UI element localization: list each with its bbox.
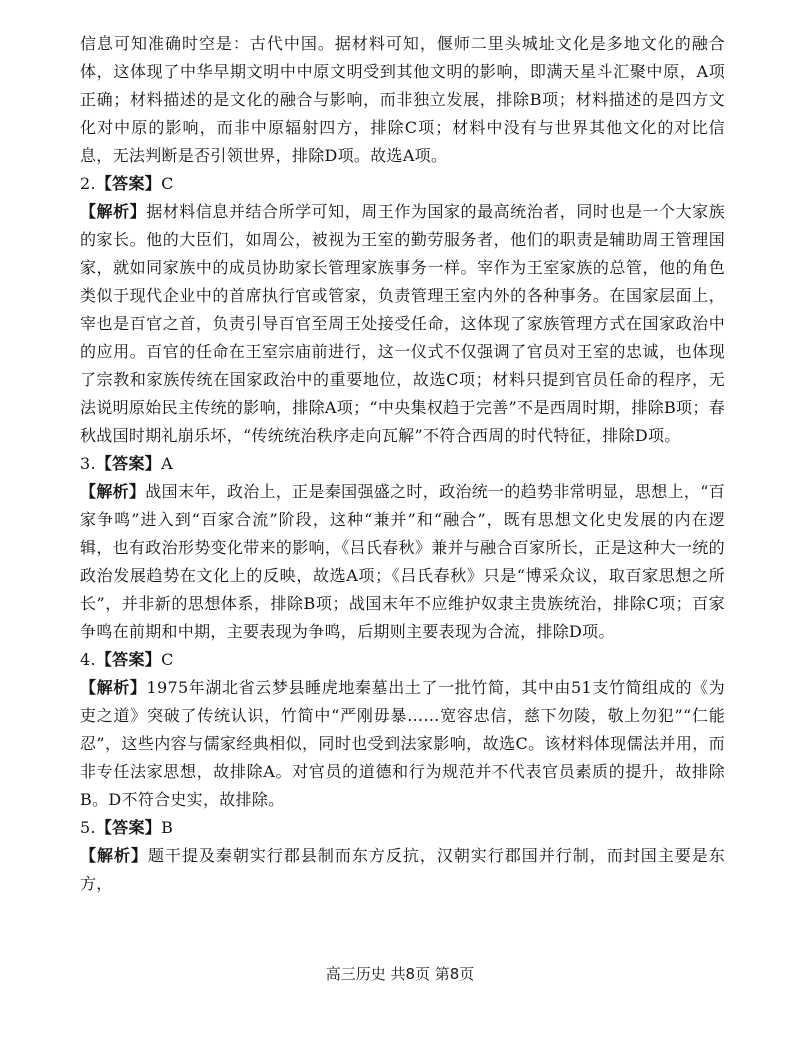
- item-5-number: 5.: [80, 818, 96, 837]
- item-4-answer-heading: [80, 646, 725, 674]
- answer-content: [80, 30, 725, 898]
- item-3-answer-tag: 【答案】: [95, 454, 162, 473]
- item-2-analysis-text: 据材料信息并结合所学可知，周王作为国家的最高统治者，同时也是一个大家族的家长。他的大臣们，如周公，被视为王室的勤劳服务者，他们的职责是辅助周王管理国家，就如同家族中的成员协助家长管理家族事务一样。宰作为王室家族的总管，他的角色类似于现代企业中的首席执行官或管家，负责管理王室内外的各种事务。在国家层面上，宰也是百官之首，负责引导百官至周王处接受任命，这体现了家族管理方式在国家政治中的应用。百官的任命在王室宗庙前进行，这一仪式不仅强调了官员对王室的忠诚，也体现了宗教和家族传统在国家政治中的重要地位，故选C项；材料只提到官员任命的程序，无法说明原始民主传统的影响，排除A项；“中央集权趋于完善”不是西周时期，排除B项；春秋战国时期礼崩乐坏，“传统统治秩序走向瓦解”不符合西周的时代特征，排除D项。: [80, 202, 725, 445]
- item-4-number: 4.: [80, 650, 96, 669]
- item-5-answer-heading: [80, 814, 725, 842]
- item-3-answer-heading: [80, 450, 725, 478]
- item-3-number: 3.: [80, 454, 96, 473]
- item-4-answer-tag: 【答案】: [95, 650, 162, 669]
- item-4-analysis-text: 1975年湖北省云梦县睡虎地秦墓出土了一批竹简，其中由51支竹简组成的《为吏之道》突破了传统认识，竹简中“严刚毋暴……宽容忠信，慈下勿陵，敬上勿犯”“仁能忍”，这些内容与儒家经典相似，同时也受到法家影响，故选C。该材料体现儒法并用，而非专任法家思想，故排除A。对官员的道德和行为规范并不代表官员素质的提升，故排除B。D不符合史实，故排除。: [80, 678, 725, 809]
- item-4-answer: C: [161, 650, 174, 669]
- item-2-answer-tag: 【答案】: [95, 174, 162, 193]
- item-5-answer: B: [161, 818, 174, 837]
- item-5-analysis-text: 题干提及秦朝实行郡县制而东方反抗，汉朝实行郡国并行制，而封国主要是东方，: [80, 846, 725, 893]
- item-5-analysis-tag: 【解析】: [80, 846, 148, 865]
- item-4-analysis: [80, 674, 725, 814]
- item-5-answer-tag: 【答案】: [95, 818, 162, 837]
- item-2-number: 2.: [80, 174, 96, 193]
- item-3-analysis-text: 战国末年，政治上，正是秦国强盛之时，政治统一的趋势非常明显，思想上，“百家争鸣”进入到“百家合流”阶段，这种“兼并”和“融合”，既有思想文化史发展的内在逻辑，也有政治形势变化带来的影响，《吕氏春秋》兼并与融合百家所长，正是这种大一统的政治发展趋势在文化上的反映，故选A项；《吕氏春秋》只是“博采众议，取百家思想之所长”，并非新的思想体系，排除B项；战国末年不应维护奴隶主贵族统治，排除C项；百家争鸣在前期和中期，主要表现为争鸣，后期则主要表现为合流，排除D项。: [80, 482, 726, 641]
- item-2-analysis-tag: 【解析】: [80, 202, 147, 221]
- item-2-answer: C: [161, 174, 174, 193]
- item-5-analysis: [80, 842, 725, 898]
- page-footer: 高三历史 共8页 第8页: [325, 965, 475, 983]
- item-3-analysis-tag: 【解析】: [80, 482, 146, 501]
- item-3-answer: A: [161, 454, 173, 473]
- item-2-analysis: [80, 198, 725, 450]
- item-3-analysis: [80, 478, 725, 646]
- intro-paragraph: 信息可知准确时空是：古代中国。据材料可知，偃师二里头城址文化是多地文化的融合体，这体现了中华早期文明中中原文明受到其他文明的影响，即满天星斗汇聚中原，A项正确；材料描述的是文化的融合与影响，而非独立发展，排除B项；材料描述的是四方文化对中原的影响，而非中原辐射四方，排除C项；材料中没有与世界其他文化的对比信息，无法判断是否引领世界，排除D项。故选A项。: [80, 34, 725, 165]
- item-2-answer-heading: [80, 170, 725, 198]
- item-4-analysis-tag: 【解析】: [80, 678, 147, 697]
